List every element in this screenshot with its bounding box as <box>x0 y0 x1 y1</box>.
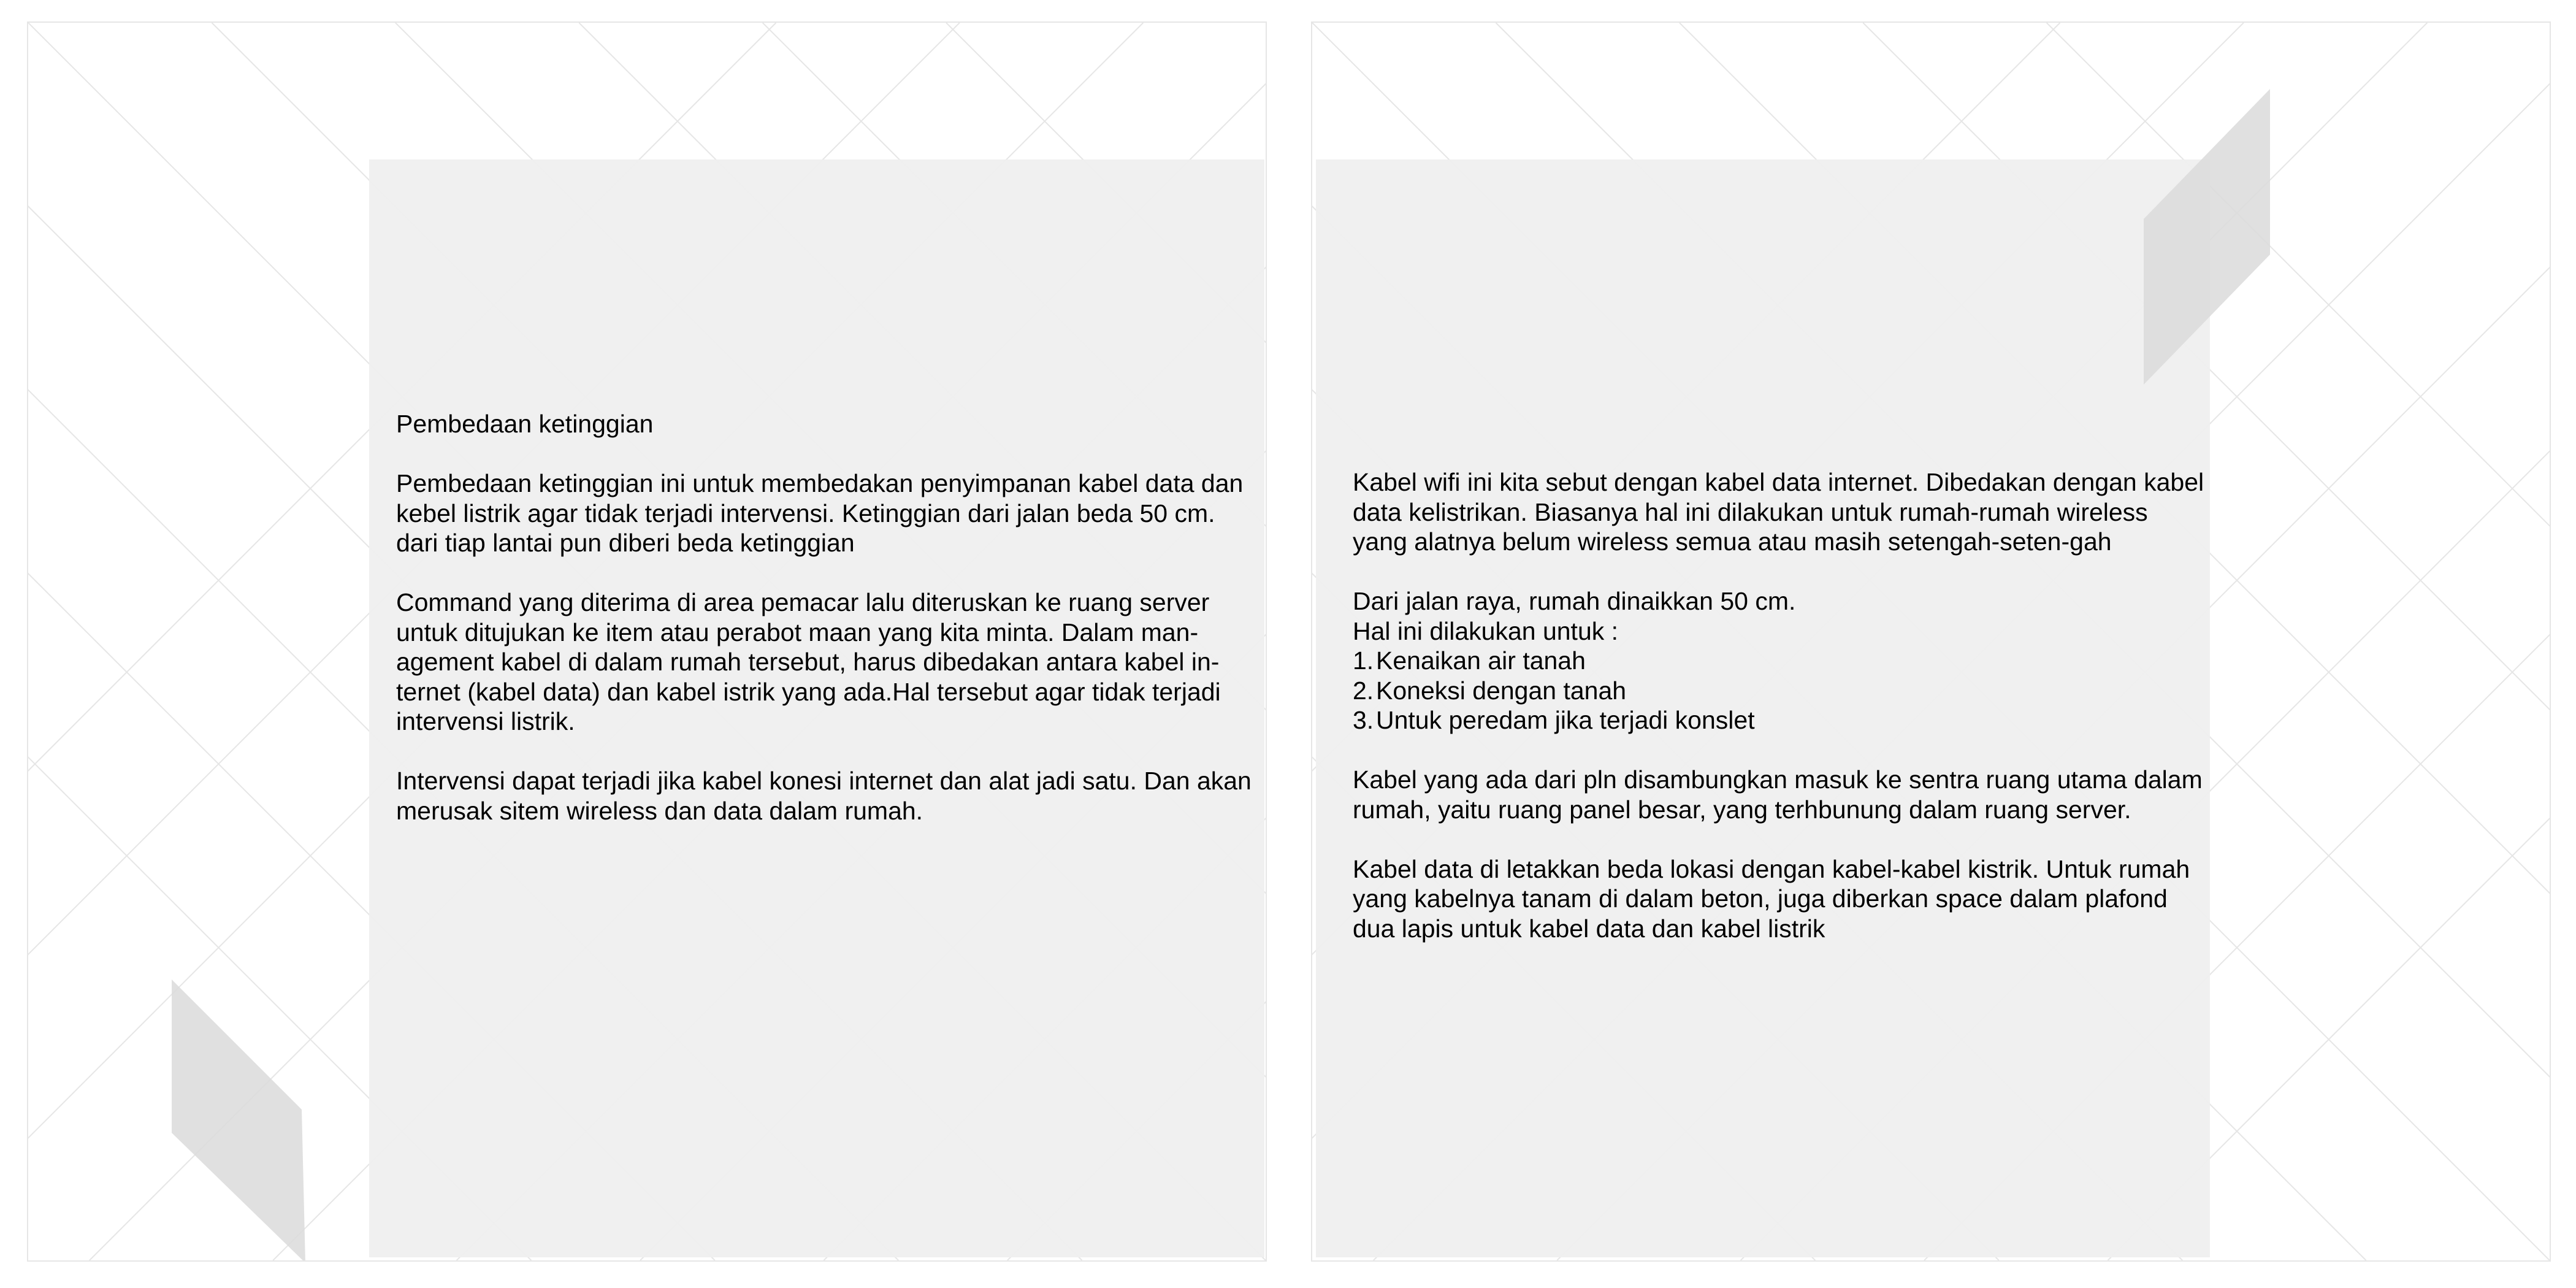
right-page <box>1311 21 2551 1262</box>
list-number: 1. <box>1353 646 1374 675</box>
right-text-block <box>1353 467 2205 973</box>
list-text: Kenaikan air tanah <box>1376 646 1586 675</box>
paragraph: Pembedaan ketinggian ini untuk membedakan penyimpanan kabel data dan kebel listrik agar tidak terjadi intervensi. Ketinggian dari jalan beda 50 cm. dari tiap lantai pun diberi beda ketinggian <box>396 469 1244 557</box>
list-number: 3. <box>1353 706 1374 734</box>
numbered-list <box>1353 646 2205 735</box>
list-item <box>1353 705 2205 735</box>
paragraph: Intervensi dapat terjadi jika kabel konesi internet dan alat jadi satu. Dan akan merusak sitem wireless dan data dalam rumah. <box>396 767 1252 825</box>
paragraph: Kabel yang ada dari pln disambungkan masuk ke sentra ruang utama dalam rumah, yaitu ruang panel besar, yang terhbunung dalam ruang server. <box>1353 765 2203 824</box>
paragraph-line: Hal ini dilakukan untuk : <box>1353 616 1619 645</box>
paragraph-line: Dari jalan raya, rumah dinaikkan 50 cm. <box>1353 587 1796 615</box>
list-text: Untuk peredam jika terjadi konslet <box>1376 706 1755 734</box>
list-text: Koneksi dengan tanah <box>1376 676 1627 705</box>
left-page <box>27 21 1267 1262</box>
paragraph: Kabel data di letakkan beda lokasi dengan kabel-kabel kistrik. Untuk rumah yang kabelnya tanam di dalam beton, juga diberkan space dalam plafond dua lapis untuk kabel data dan kabel listrik <box>1353 854 2190 943</box>
paragraph: Kabel wifi ini kita sebut dengan kabel data internet. Dibedakan dengan kabel data kelistrikan. Biasanya hal ini dilakukan untuk rumah-rumah wireless yang alatnya belum wireless semua atau masih setengah-seten-gah <box>1353 468 2204 556</box>
paragraph: Command yang diterima di area pemacar lalu diteruskan ke ruang server untuk ditujukan ke item atau perabot maan yang kita minta. Dalam man-agement kabel di dalam rumah tersebut, harus dibedakan antara kabel in-ternet (kabel data) dan kabel istrik yang ada.Hal tersebut agar tidak terjadi intervensi listrik. <box>396 588 1221 735</box>
section-heading: Pembedaan ketinggian <box>396 410 654 438</box>
list-item <box>1353 676 2205 706</box>
left-text-block <box>396 409 1255 856</box>
list-number: 2. <box>1353 676 1374 705</box>
list-item <box>1353 646 2205 676</box>
